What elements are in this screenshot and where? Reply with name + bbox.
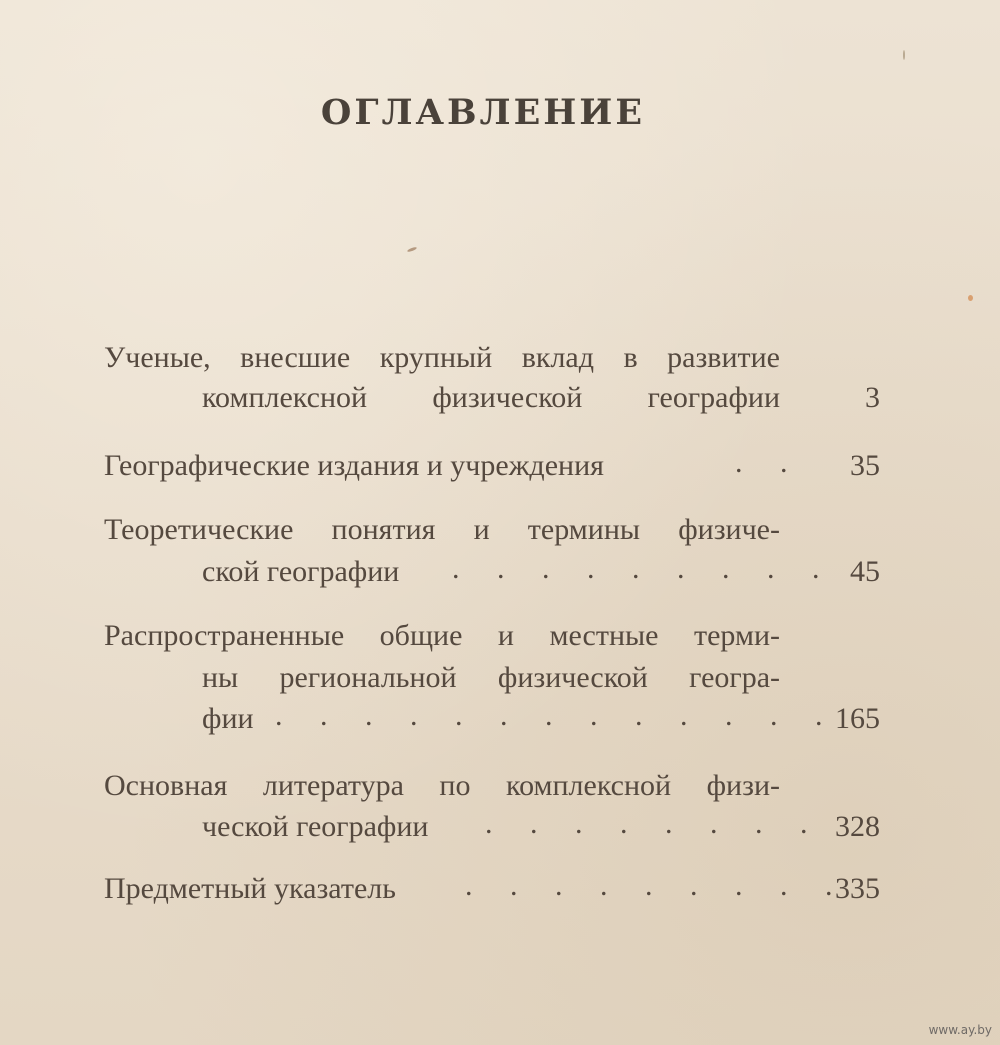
toc-entry-line: комплексной физической географии	[202, 381, 780, 414]
dot-leader: . . . . . . . .	[485, 807, 823, 840]
toc-page-number: 328	[835, 810, 880, 843]
toc-page-number: 45	[850, 555, 880, 588]
toc-entry-line: Распространенные общие и местные терми-	[104, 619, 780, 652]
toc-entry-line: Предметный указатель	[104, 872, 396, 905]
toc-page-number: 335	[835, 872, 880, 905]
toc-page-number: 3	[865, 381, 880, 414]
toc-entry-line: Основная литература по комплексной физи-	[104, 769, 780, 802]
dot-leader: . . . . . . . . .	[452, 552, 835, 585]
toc-entry-line: ны региональной физической геогра-	[202, 661, 780, 694]
paper-mark	[407, 246, 417, 252]
toc-entry-line: ческой географии	[202, 810, 429, 843]
toc-entry-line: Географические издания и учреждения	[104, 449, 604, 482]
page-title: ОГЛАВЛЕНИЕ	[320, 92, 646, 133]
toc-entry-line: Теоретические понятия и термины физиче-	[104, 513, 780, 546]
dot-leader: . .	[735, 446, 803, 479]
toc-page-number: 165	[835, 702, 880, 735]
paper-stain	[968, 295, 973, 301]
toc-entry-line: фии	[202, 702, 254, 735]
toc-page-number: 35	[850, 449, 880, 482]
paper-mark	[903, 50, 905, 60]
dot-leader: . . . . . . . . .	[465, 869, 848, 902]
site-watermark: www.ay.by	[928, 1023, 992, 1037]
toc-entry-line: Ученые, внесшие крупный вклад в развитие	[104, 341, 780, 374]
dot-leader: . . . . . . . . . . . . .	[275, 699, 838, 732]
toc-entry-line: ской географии	[202, 555, 400, 588]
